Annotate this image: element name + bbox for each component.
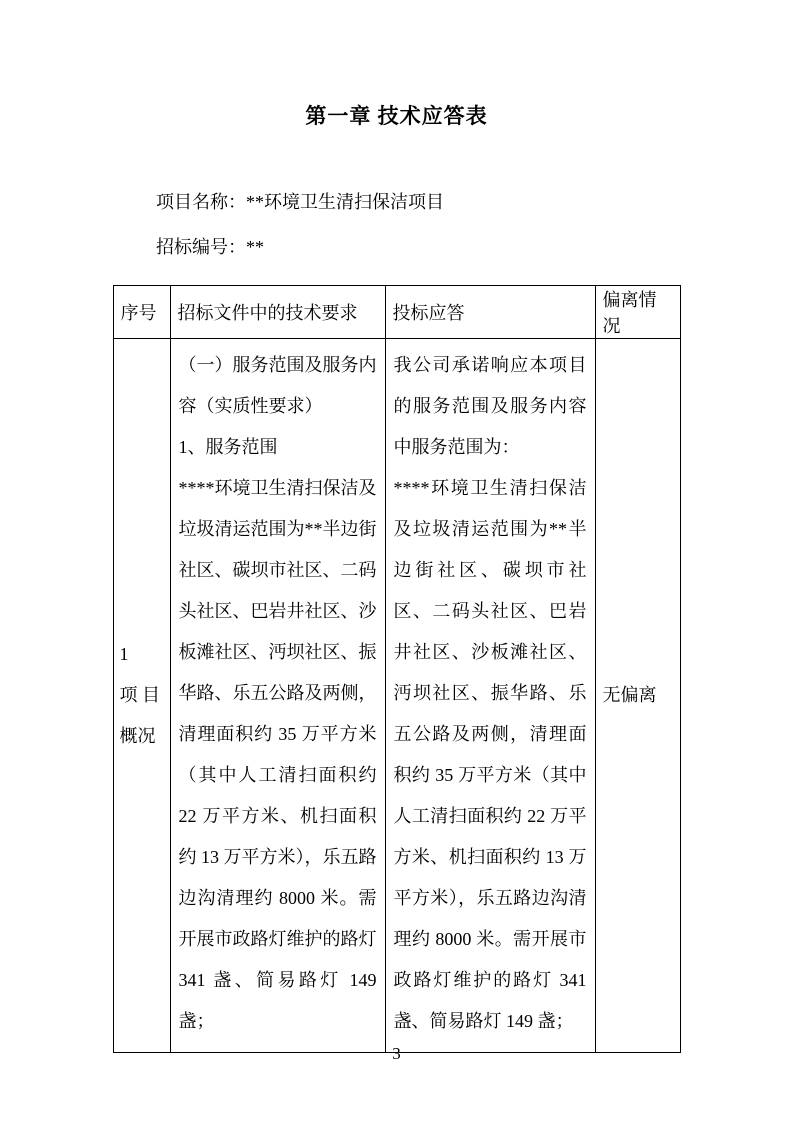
cell-deviation	[595, 339, 680, 1053]
cell-seq	[113, 339, 170, 1053]
page-number: 3	[392, 1044, 401, 1063]
bid-number-line: 招标编号：**	[156, 237, 264, 257]
project-name-line: 项目名称：**环境卫生清扫保洁项目	[156, 192, 444, 212]
table-header-row	[113, 286, 680, 339]
seq-label-line2: 概况	[119, 726, 156, 746]
response-paragraph-1: 我公司承诺响应本项目的服务范围及服务内容中服务范围为：	[393, 355, 587, 457]
project-info	[156, 180, 793, 270]
cell-response	[385, 339, 595, 1053]
header-deviation: 偏离情况	[595, 286, 680, 339]
response-paragraph-2: ****环境卫生清扫保洁及垃圾清运范围为**半边街社区、碳坝市社区、二码头社区、巴岩井社区、沙板滩社区、沔坝社区、振华路、乐五公路及两侧，清理面积约 35 万平方米（其中人工清扫面积约 22 万平方米、机扫面积约 13 万平方米），乐五路边沟清理约 8000 米。需开展市政路灯维护的路灯 341 盏、简易路灯 149 盏；	[393, 478, 587, 1031]
seq-number: 1	[119, 644, 129, 664]
header-seq: 序号	[113, 286, 170, 339]
seq-label-line1: 项 目	[119, 685, 160, 705]
requirement-paragraph-2: 1、服务范围	[178, 437, 278, 457]
technical-answer-table	[113, 285, 681, 1053]
header-response: 投标应答	[385, 286, 595, 339]
deviation-value: 无偏离	[602, 685, 657, 705]
requirement-paragraph-3: ****环境卫生清扫保洁及垃圾清运范围为**半边街社区、碳坝市社区、二码头社区、巴岩井社区、沙板滩社区、沔坝社区、振华路、乐五公路及两侧，清理面积约 35 万平方米（其中人工清扫面积约 22 万平方米、机扫面积约 13 万平方米），乐五路边沟清理约 8000 米。需开展市政路灯维护的路灯 341 盏、简易路灯 149 盏；	[178, 478, 377, 1031]
cell-requirement	[170, 339, 385, 1053]
requirement-paragraph-1: （一）服务范围及服务内容（实质性要求）	[178, 355, 377, 416]
page-title: 第一章 技术应答表	[305, 104, 488, 128]
header-requirement: 招标文件中的技术要求	[170, 286, 385, 339]
table-row	[113, 339, 680, 1053]
